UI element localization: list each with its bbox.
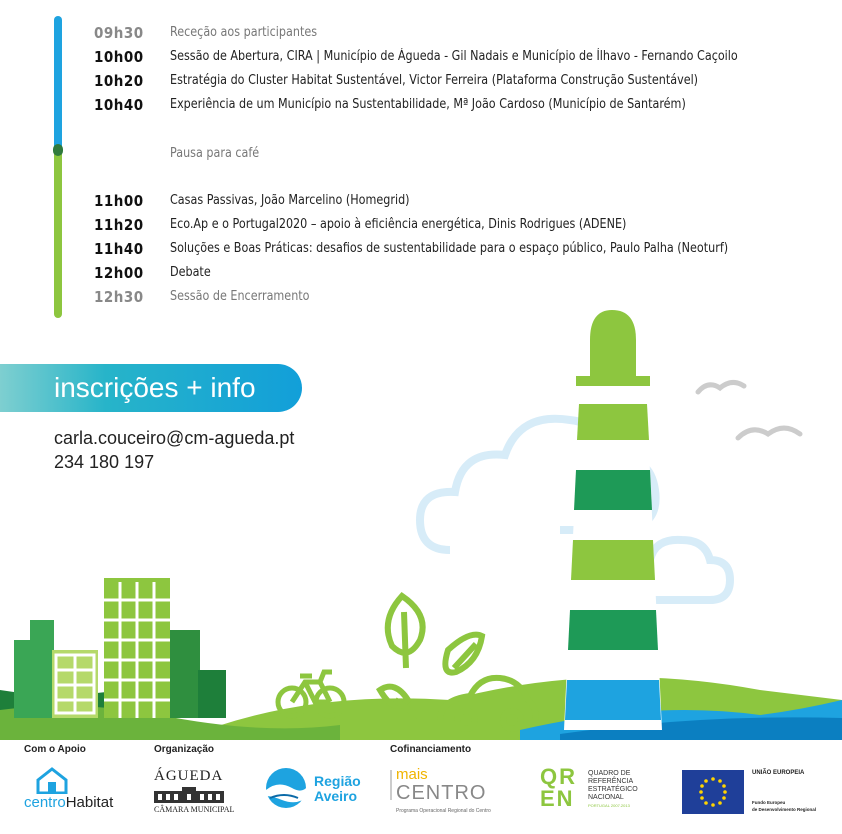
buildings-icon: [14, 578, 226, 718]
building-icon: [154, 787, 224, 803]
logo-text: REFERÊNCIA: [588, 778, 634, 785]
timeline-bar-morning: [54, 16, 62, 152]
qren-mark-icon: QR EN: [540, 764, 577, 811]
contact-email[interactable]: carla.couceiro@cm-agueda.pt: [54, 428, 295, 448]
wave-icon: [262, 766, 310, 810]
logo-text: mais: [396, 766, 428, 783]
logo-text: Fundo Europeu: [752, 800, 786, 805]
schedule-text: Sessão de Abertura, CIRA | Município de Águeda - Gil Nadais e Município de Ílhavo - Fernando Caçoilo: [170, 49, 738, 64]
logo-text: UNIÃO EUROPEIA: [752, 770, 805, 776]
logo-text: Região: [314, 773, 361, 789]
eu-logo: [682, 770, 832, 816]
eu-flag-icon: [682, 770, 744, 814]
birds-icon: [698, 382, 800, 438]
organization-label: Organização: [154, 744, 215, 755]
agueda-logo: [152, 768, 235, 816]
house-icon: [34, 766, 70, 794]
regiao-aveiro-logo: [262, 766, 362, 812]
logo-text: de Desenvolvimento Regional: [752, 807, 817, 812]
schedule-time: 11h00: [94, 192, 144, 210]
qren-logo: [540, 764, 660, 816]
schedule-time: 12h00: [94, 264, 144, 282]
schedule-time: 11h40: [94, 240, 144, 258]
schedule-text: Sessão de Encerramento: [170, 289, 310, 304]
logo-text: Aveiro: [314, 788, 358, 804]
logo-text: NACIONAL: [588, 794, 624, 801]
registration-banner-label: inscrições + info: [54, 372, 256, 403]
schedule-text: Experiência de um Município na Sustentabilidade, Mª João Cardoso (Município de Santarém): [170, 97, 686, 112]
schedule-time: 12h30: [94, 288, 144, 306]
logo-text: QUADRO DE: [588, 770, 631, 777]
schedule-text: Soluções e Boas Práticas: desafios de sustentabilidade para o espaço público, Paulo Palha (Neoturf): [170, 241, 729, 256]
schedule-text: Receção aos participantes: [170, 25, 318, 40]
contact-phone[interactable]: 234 180 197: [54, 452, 155, 472]
support-label: Com o Apoio: [24, 744, 86, 755]
schedule-time: 10h40: [94, 96, 144, 114]
schedule-text: Eco.Ap e o Portugal2020 – apoio à eficiência energética, Dinis Rodrigues (ADENE): [170, 217, 627, 232]
mais-centro-logo: [390, 766, 510, 816]
schedule-time: 11h20: [94, 216, 144, 234]
logo-text: centro: [24, 794, 66, 811]
logo-text: PORTUGAL 2007.2013: [588, 803, 630, 808]
timeline-bar-late-morning: [54, 150, 62, 318]
lighthouse-icon: [564, 310, 662, 730]
logo-text: ÁGUEDA: [154, 768, 224, 784]
centro-habitat-logo: [24, 766, 134, 816]
logo-text: ESTRATÉGICO: [588, 786, 638, 793]
logo-text: Habitat: [65, 794, 114, 811]
logo-text: CENTRO: [396, 782, 487, 804]
schedule-text: Pausa para café: [170, 146, 260, 161]
schedule-time: 10h00: [94, 48, 144, 66]
logo-text: Programa Operacional Regional do Centro: [396, 808, 491, 814]
schedule-text: Estratégia do Cluster Habitat Sustentável, Victor Ferreira (Plataforma Construção Sustentável): [170, 73, 699, 88]
schedule-time: 10h20: [94, 72, 144, 90]
schedule-text: Debate: [170, 265, 211, 280]
cofinancing-label: Cofinanciamento: [390, 744, 472, 755]
logo-text: CÂMARA MUNICIPAL: [154, 805, 235, 814]
schedule-time: 09h30: [94, 24, 144, 42]
schedule-text: Casas Passivas, João Marcelino (Homegrid): [170, 193, 410, 208]
timeline-break-marker: [53, 144, 63, 156]
